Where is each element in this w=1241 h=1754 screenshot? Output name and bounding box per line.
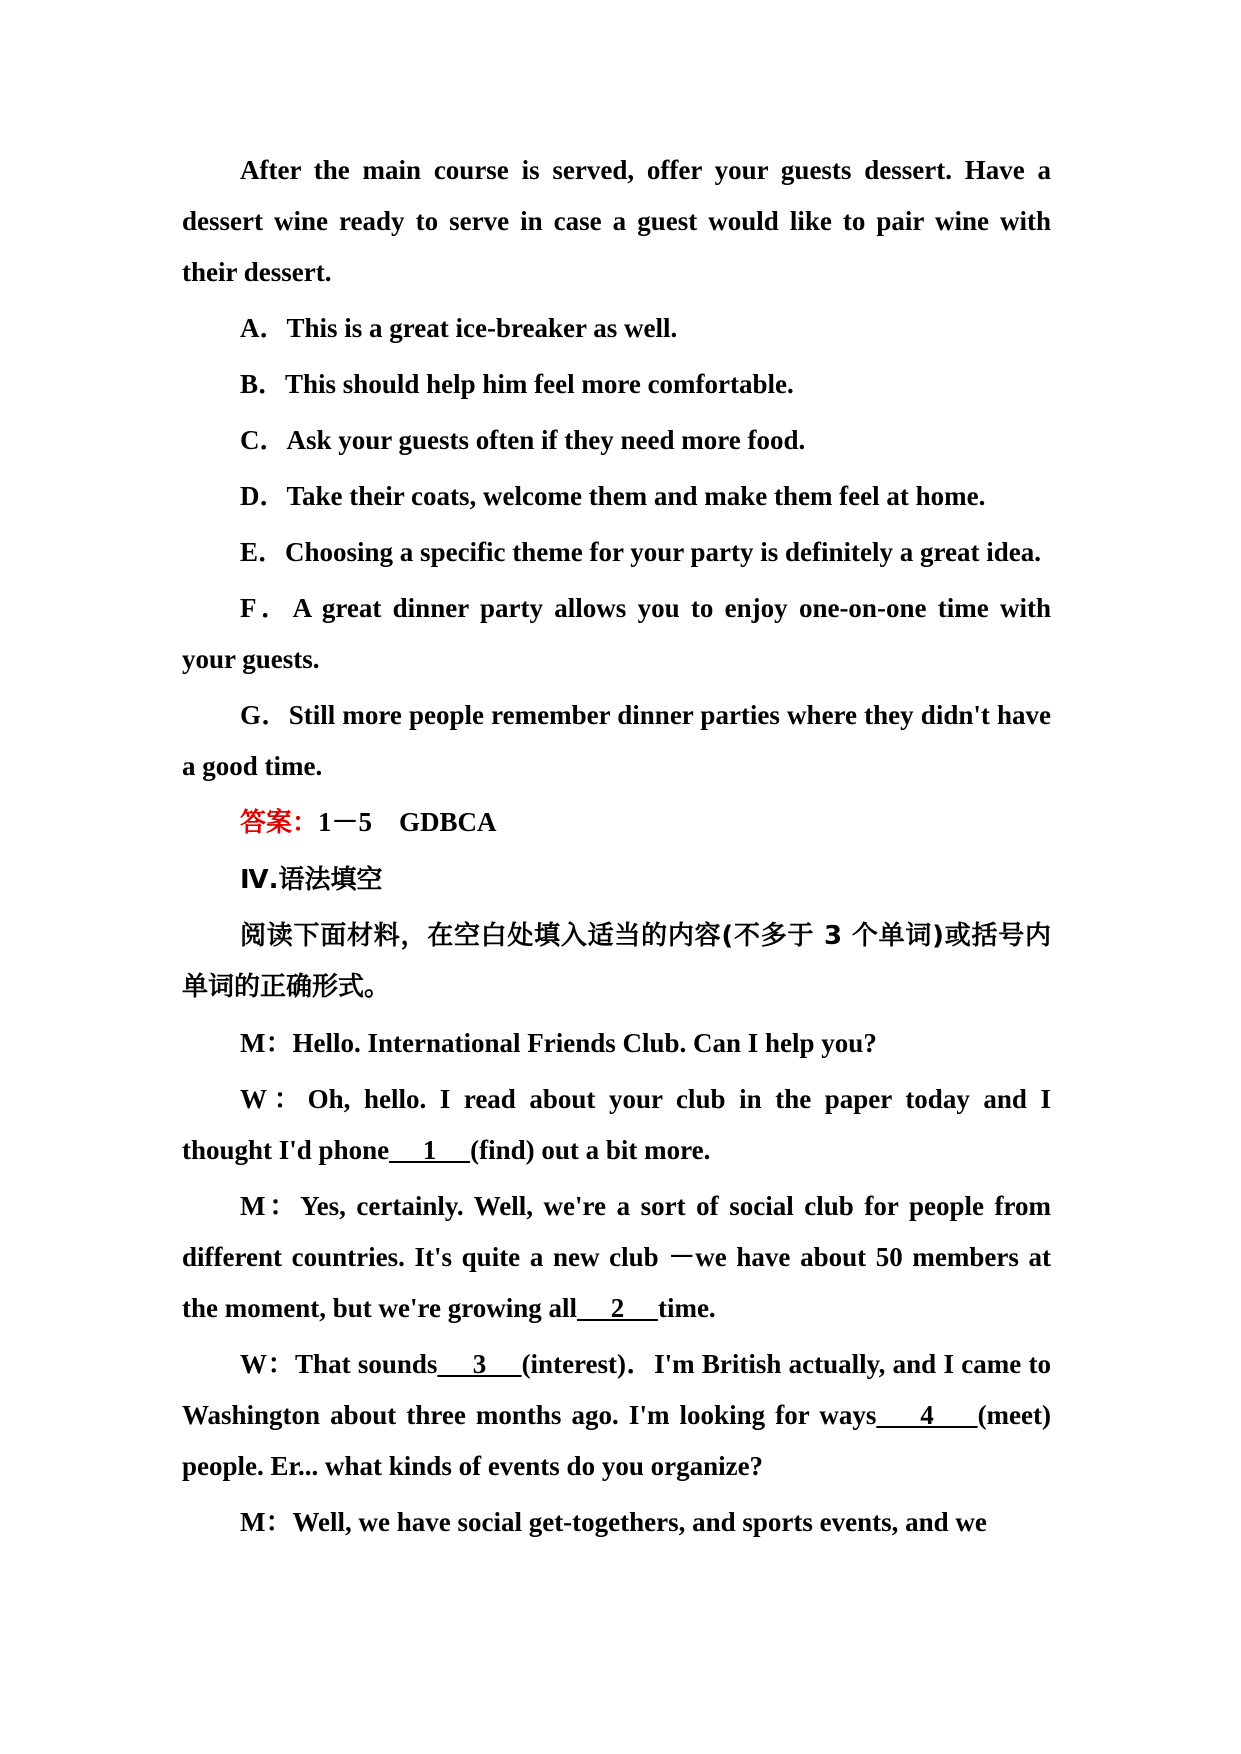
dialogue-line-5: M：Well, we have social get-togethers, and sports events, and we bbox=[240, 1507, 987, 1537]
option-b bbox=[182, 359, 1051, 410]
section-title-text: Ⅳ.语法填空 bbox=[240, 865, 383, 895]
dialogue-text: (find) out a bit more. bbox=[470, 1135, 711, 1165]
dialogue-text: time. bbox=[657, 1293, 716, 1323]
dialogue-line-1: M：Hello. International Friends Club. Can I help you? bbox=[240, 1028, 877, 1058]
blank-2: 2 bbox=[576, 1293, 658, 1323]
option-text: Still more people remember dinner parties where they didn't have a good time. bbox=[182, 700, 1051, 781]
dialogue bbox=[182, 1018, 1051, 1548]
option-text: This should help him feel more comfortable. bbox=[285, 369, 794, 399]
option-text: Take their coats, welcome them and make them feel at home. bbox=[286, 481, 986, 511]
blank-3: 3 bbox=[437, 1349, 522, 1379]
dialogue-line-2 bbox=[182, 1074, 1051, 1176]
option-a bbox=[182, 303, 1051, 354]
option-label: E． bbox=[240, 537, 286, 567]
section-title bbox=[182, 854, 1051, 906]
dialogue-text: M：Yes, certainly. Well, we're a sort of social club for people from different countries. It's quite a new club －we have about 50 members at the moment, but we're growing all bbox=[182, 1191, 1051, 1323]
option-f bbox=[182, 583, 1051, 685]
answer-line bbox=[182, 797, 1051, 849]
answer-label: 答案： bbox=[240, 808, 319, 838]
dialogue-line-4 bbox=[182, 1339, 1051, 1492]
option-e bbox=[182, 527, 1051, 578]
option-d bbox=[182, 471, 1051, 522]
option-label: B． bbox=[240, 369, 286, 399]
options-list bbox=[182, 303, 1051, 792]
dialogue-text: W：That sounds bbox=[240, 1349, 438, 1379]
option-text: This is a great ice-breaker as well. bbox=[286, 313, 678, 343]
blank-1: 1 bbox=[389, 1135, 471, 1165]
option-text: Choosing a specific theme for your party is definitely a great idea. bbox=[285, 537, 1041, 567]
option-text: A great dinner party allows you to enjoy one-on-one time with your guests. bbox=[182, 593, 1052, 674]
option-label: G． bbox=[240, 700, 289, 730]
answer-value: 1－5 GDBCA bbox=[318, 807, 497, 837]
passage-paragraph: After the main course is served, offer your guests dessert. Have a dessert wine ready to serve in case a guest would like to pair wine with their dessert. bbox=[182, 155, 1051, 287]
option-c bbox=[182, 415, 1051, 466]
option-label: C． bbox=[240, 425, 287, 455]
option-g bbox=[182, 690, 1051, 792]
dialogue-text: (interest)．I'm British actually, and I came to Washington about three months ago. I'm looking for ways bbox=[182, 1349, 1051, 1430]
option-label: D． bbox=[240, 481, 287, 511]
dialogue-text: W：Oh, hello. I read about your club in the paper today and I thought I'd phone bbox=[182, 1084, 1051, 1165]
dialogue-line-3 bbox=[182, 1181, 1051, 1334]
instructions: 阅读下面材料，在空白处填入适当的内容(不多于 3 个单词)或括号内单词的正确形式。 bbox=[182, 921, 1051, 1002]
blank-4: 4 bbox=[876, 1400, 978, 1430]
option-label: F． bbox=[240, 593, 293, 623]
option-label: A． bbox=[240, 313, 287, 343]
option-text: Ask your guests often if they need more food. bbox=[286, 425, 806, 455]
dialogue-text: (meet) people. Er... what kinds of events do you organize? bbox=[182, 1400, 1051, 1481]
